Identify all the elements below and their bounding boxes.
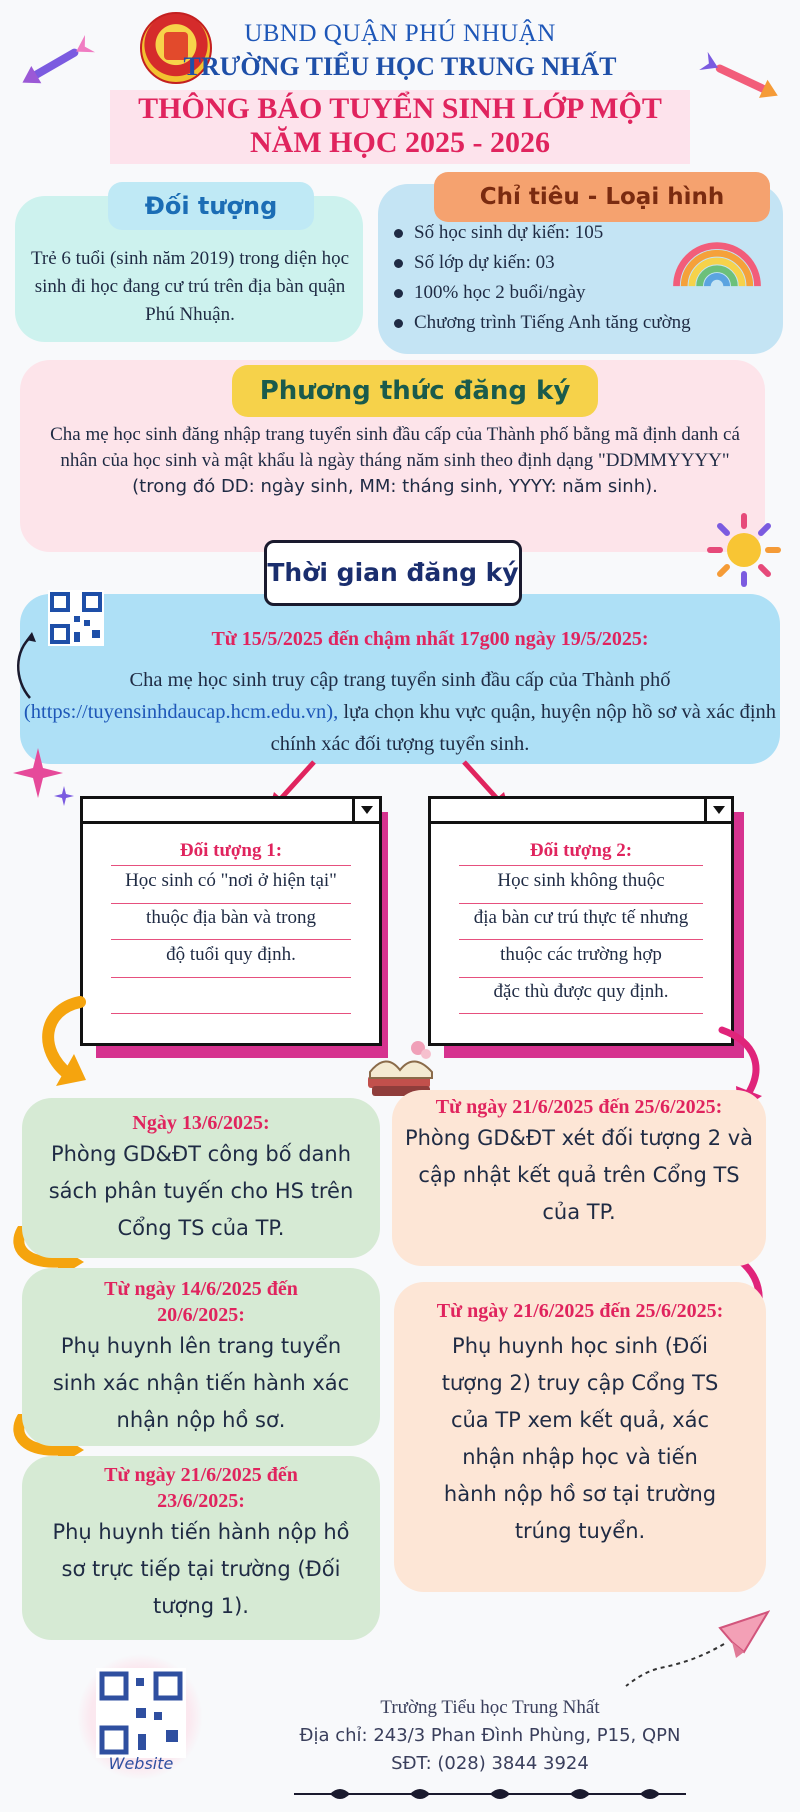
quota-title: Chỉ tiêu - Loại hình [434,172,770,222]
step-box-left-2 [22,1268,380,1446]
registration-method-body: Cha mẹ học sinh đăng nhập trang tuyển sinh đầu cấp của Thành phố bằng mã định danh cá nhân của học sinh và mật khẩu là ngày tháng năm sinh theo định dạng "DDMMYYYY" [50,424,740,471]
step-box-right-1 [392,1090,766,1266]
step-text: Phòng GD&ĐT công bố danh sách phân tuyến cho HS trên Cổng TS của TP. [48,1142,354,1240]
registration-method-text [35,422,755,500]
divider-ornament [290,1784,690,1804]
registration-link[interactable]: (https://tuyensinhdaucap.hcm.edu.vn), [23,701,339,723]
website-qr-code-icon[interactable] [96,1668,186,1758]
footer-phone: SĐT: (028) 3844 3924 [391,1753,589,1774]
page-title: THÔNG BÁO TUYỂN SINH LỚP MỘT [138,92,662,125]
eligibility-1-title: Đối tượng 1: [179,840,283,861]
qr-code-icon [48,590,104,646]
eligibility-2-card [428,796,734,1046]
sun-icon [706,512,782,588]
step-text: Phụ huynh học sinh (Đối tượng 2) truy cập Cổng TS của TP xem kết quả, xác nhận nhập học và tiến hành nộp hồ sơ tại trường trúng tuyển. [441,1334,719,1543]
school-year: NĂM HỌC 2025 - 2026 [250,126,550,159]
registration-text-end: lựa chọn khu vực quận, huyện nộp hồ sơ và xác định chính xác đối tượng tuyển sinh. [270,701,777,755]
eligibility-2-line: thuộc các trường hợp [500,944,662,965]
sparkle-icon [8,740,78,810]
rainbow-icon [668,234,766,288]
eligibility-2-title: Đối tượng 2: [529,840,633,861]
footer-school: Trường Tiểu học Trung Nhất [380,1697,600,1718]
step-date: Từ ngày 21/6/2025 đến 25/6/2025: [435,1096,723,1118]
dropdown-icon [352,799,379,821]
website-label: Website [108,1754,174,1773]
eligibility-2-line: đặc thù được quy định. [493,981,669,1002]
quota-item: Số lớp dự kiến: 03 [386,248,786,278]
step-text: Phụ huynh tiến hành nộp hồ sơ trực tiếp tại trường (Đối tượng 1). [52,1520,350,1618]
curved-arrow-icon [28,996,100,1092]
registration-date: Từ 15/5/2025 đến chậm nhất 17g00 ngày 19/5/2025: [211,628,649,650]
eligibility-2-line: Học sinh không thuộc [497,870,665,891]
dropdown-icon [704,799,731,821]
eligibility-2-line: địa bàn cư trú thực tế nhưng [473,907,689,928]
eligibility-1-line: Học sinh có "nơi ở hiện tại" [125,870,337,891]
paper-plane-icon [620,1608,770,1688]
footer-address: Địa chỉ: 243/3 Phan Đình Phùng, P15, QPN [299,1725,681,1746]
quota-item: Chương trình Tiếng Anh tăng cường [386,308,786,338]
eligibility-title: Đối tượng [108,182,314,230]
registration-text-start: Cha mẹ học sinh truy cập trang tuyển sinh đầu cấp của Thành phố [129,669,671,691]
step-box-left-1 [22,1098,380,1258]
eligibility-1-line: độ tuổi quy định. [166,944,296,965]
step-date: Từ ngày 21/6/2025 đến 25/6/2025: [436,1300,724,1322]
school-name: TRƯỜNG TIỂU HỌC TRUNG NHẤT [183,52,617,81]
registration-method-title: Phương thức đăng ký [232,365,598,417]
quota-item: Số học sinh dự kiến: 105 [386,218,786,248]
step-date: Từ ngày 14/6/2025 đến 20/6/2025: [104,1278,298,1326]
eligibility-text: Trẻ 6 tuổi (sinh năm 2019) trong diện học sinh đi học đang cư trú trên địa bàn quận Phú Nhuận. [30,248,350,325]
step-box-right-2 [394,1282,766,1592]
step-date: Từ ngày 21/6/2025 đến 23/6/2025: [104,1464,298,1512]
eligibility-1-card [80,796,382,1046]
step-box-left-3 [22,1456,380,1640]
step-date: Ngày 13/6/2025: [132,1112,270,1134]
registration-time-text [20,664,780,760]
registration-method-note: (trong đó DD: ngày sinh, MM: tháng sinh, YYYY: năm sinh). [132,476,658,497]
district-name: UBND QUẬN PHÚ NHUẬN [244,20,556,47]
curved-arrow-icon [10,630,40,700]
step-text: Phòng GD&ĐT xét đối tượng 2 và cập nhật kết quả trên Cổng TS của TP. [404,1126,754,1224]
quota-item: 100% học 2 buổi/ngày [386,278,786,308]
step-text: Phụ huynh lên trang tuyển sinh xác nhận tiến hành xác nhận nộp hồ sơ. [52,1334,350,1432]
eligibility-1-line: thuộc địa bàn và trong [146,907,316,928]
registration-time-title: Thời gian đăng ký [264,540,522,606]
